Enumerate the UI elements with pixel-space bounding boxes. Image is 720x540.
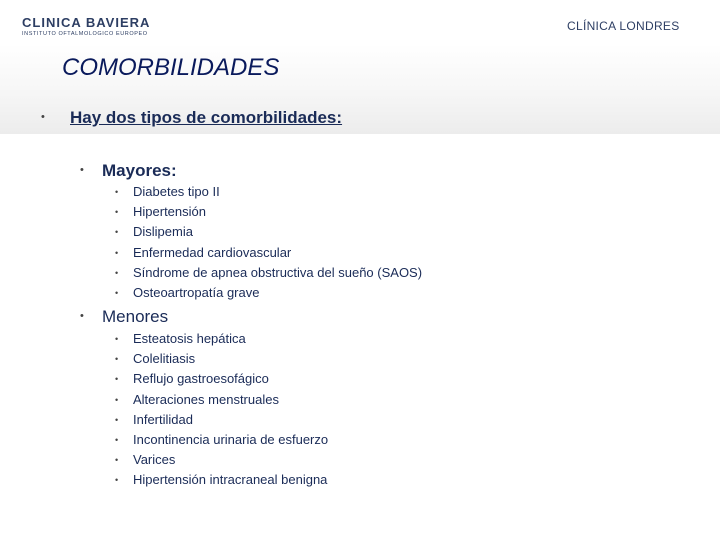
list-item-text: Hipertensión [133, 204, 206, 220]
list-item-text: Esteatosis hepática [133, 331, 246, 346]
list-item-text: Incontinencia urinaria de esfuerzo [133, 431, 329, 447]
list-item-text: Infertilidad [133, 411, 193, 427]
bullet-icon: • [115, 334, 119, 344]
bullet-icon: • [80, 310, 84, 322]
list-item-text: Colelitiasis [133, 351, 196, 367]
list-item-text: Dislipemia [133, 224, 193, 240]
list-item-text: Enfermedad cardiovascular [133, 244, 292, 260]
bullet-icon: • [115, 287, 119, 298]
list-item-text: Síndrome de apnea obstructiva del sueño (SAOS) [133, 264, 423, 280]
mayores-label: Mayores: [102, 161, 177, 180]
bullet-icon: • [41, 111, 45, 123]
list-item-text: Alteraciones menstruales [133, 391, 279, 407]
logo-name: CLINICA BAVIERA [22, 15, 151, 30]
bullet-icon: • [115, 475, 119, 486]
bullet-icon: • [80, 164, 84, 176]
bullet-icon: • [115, 187, 119, 197]
bullet-icon: • [115, 394, 119, 405]
bullet-icon: • [115, 455, 119, 466]
bullet-icon: • [115, 227, 119, 238]
list-item-text: Diabetes tipo II [133, 184, 220, 199]
list-item-text: Hipertensión intracraneal benigna [133, 472, 328, 488]
list-item-text: Reflujo gastroesofágico [133, 371, 269, 387]
bullet-icon: • [115, 267, 119, 278]
slide-title: COMORBILIDADES [62, 54, 280, 81]
clinica-londres-logo: CLÍNICA LONDRES [567, 19, 680, 33]
bullet-icon: • [115, 414, 119, 425]
list-item-text: Varices [133, 452, 176, 468]
bullet-icon: • [115, 374, 119, 385]
main-point-text: Hay dos tipos de comorbilidades: [70, 108, 343, 127]
bullet-icon: • [115, 207, 119, 218]
bullet-icon: • [115, 247, 119, 258]
logo-subtitle: INSTITUTO OFTALMOLOGICO EUROPEO [22, 31, 148, 37]
bullet-icon: • [115, 354, 119, 365]
bullet-icon: • [115, 434, 119, 445]
list-item-text: Osteoartropatía grave [133, 284, 260, 300]
clinica-baviera-logo [22, 16, 150, 38]
menores-label: Menores [102, 307, 169, 326]
